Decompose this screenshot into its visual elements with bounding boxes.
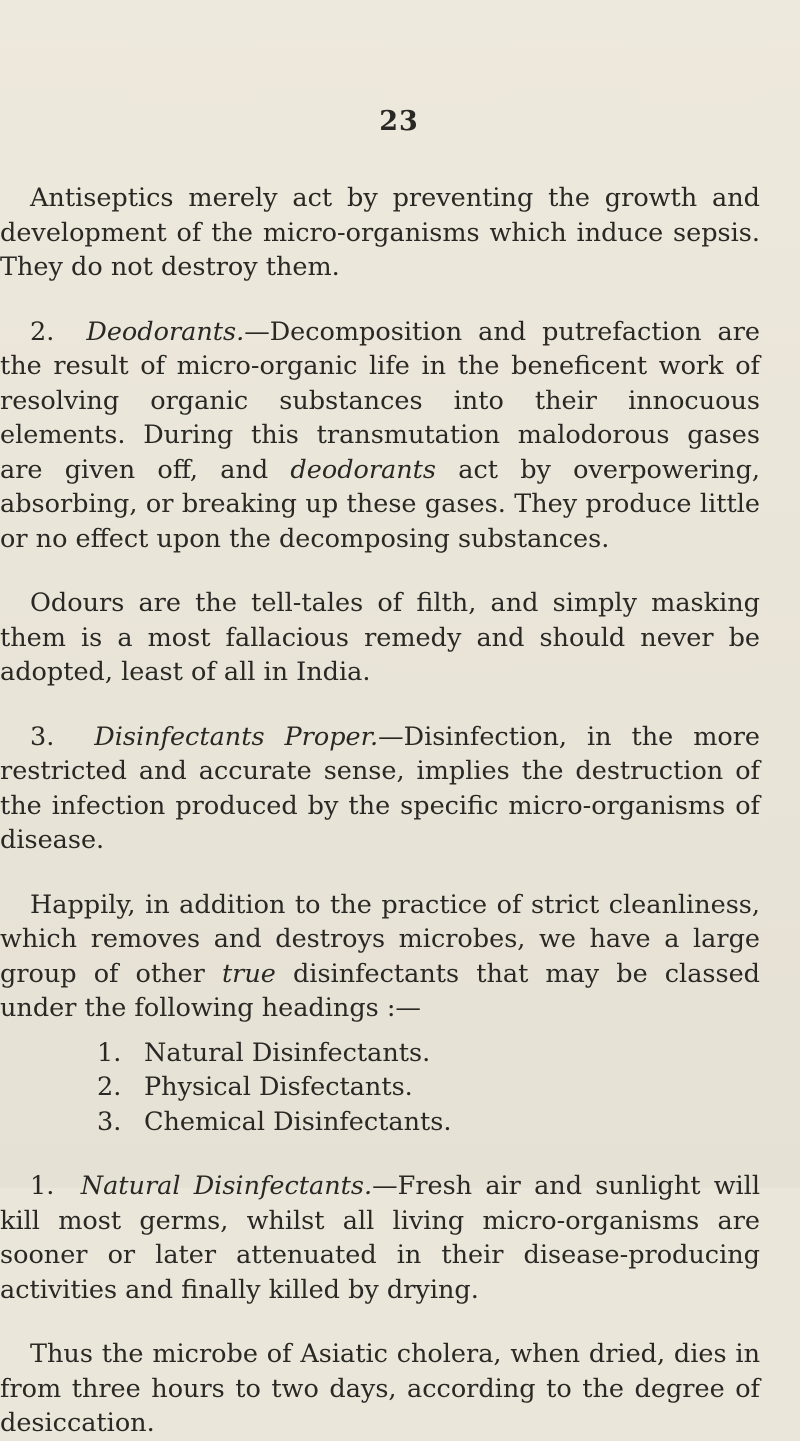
paragraph-text: act by overpowering, absorbing, or breaking up these gases. They produce little or no effect upon the decomposing substances. — [0, 454, 760, 554]
paragraph-text: Happily, in addition to the practice of strict cleanliness, which removes and destroys microbes, we have a large group of other — [0, 889, 760, 989]
list-label: Physical Disfectants. — [144, 1072, 413, 1102]
list-item — [0, 1105, 760, 1140]
section-heading: Natural Disinfectants. — [80, 1171, 373, 1201]
list-item — [0, 1036, 760, 1071]
section-heading: Disinfectants Proper. — [94, 721, 379, 752]
paragraph-text: —Fresh air and sunlight will kill most germs, whilst all living micro-organisms are sooner or later attenuated in their disease-producing activities and finally killed by drying. — [0, 1171, 760, 1305]
list-number: 1. — [97, 1037, 122, 1068]
list-item — [0, 1070, 760, 1105]
section-number: 1. — [30, 1171, 55, 1201]
paragraph-antiseptics: Antiseptics merely act by preventing the growth and development of the micro-organisms which induce sepsis. They do not destroy them. — [0, 183, 760, 282]
section-heading: Deodorants. — [86, 316, 245, 347]
list-label: Natural Disinfectants. — [144, 1037, 431, 1068]
list-number: 3. — [97, 1106, 122, 1137]
paragraph-text: disinfectants that may be classed under the following headings :— — [0, 958, 760, 1023]
paragraph-happily — [0, 888, 760, 1026]
list-label: Chemical Disinfectants. — [144, 1106, 452, 1137]
section-number: 2. — [30, 316, 55, 347]
italic-term: true — [221, 958, 276, 989]
paragraph-deodorants — [0, 315, 760, 557]
italic-term: deodorants — [290, 454, 437, 485]
paragraph-text: —Disinfection, in the more restricted and accurate sense, implies the destruction of the infection produced by the specific micro-organisms of disease. — [0, 721, 761, 855]
paragraph-text: —Decomposition and putrefaction are the result of micro-organic life in the beneficent work of resolving organic substances into their innocuous elements. During this transmutation malodorous gases are given off, and — [0, 316, 760, 485]
paragraph-disinfectants-proper — [0, 720, 760, 858]
paragraph-natural-disinfectants — [0, 1169, 760, 1307]
paragraph-cholera: Thus the microbe of Asiatic cholera, when dried, dies in from three hours to two days, according to the degree of desiccation. — [0, 1339, 760, 1438]
list-number: 2. — [97, 1072, 122, 1102]
headings-list — [0, 1036, 760, 1140]
page-number: 23 — [379, 106, 419, 137]
section-number: 3. — [30, 721, 55, 752]
paragraph-odours: Odours are the tell-tales of filth, and simply masking them is a most fallacious remedy and should never be adopted, least of all in India. — [0, 588, 760, 687]
